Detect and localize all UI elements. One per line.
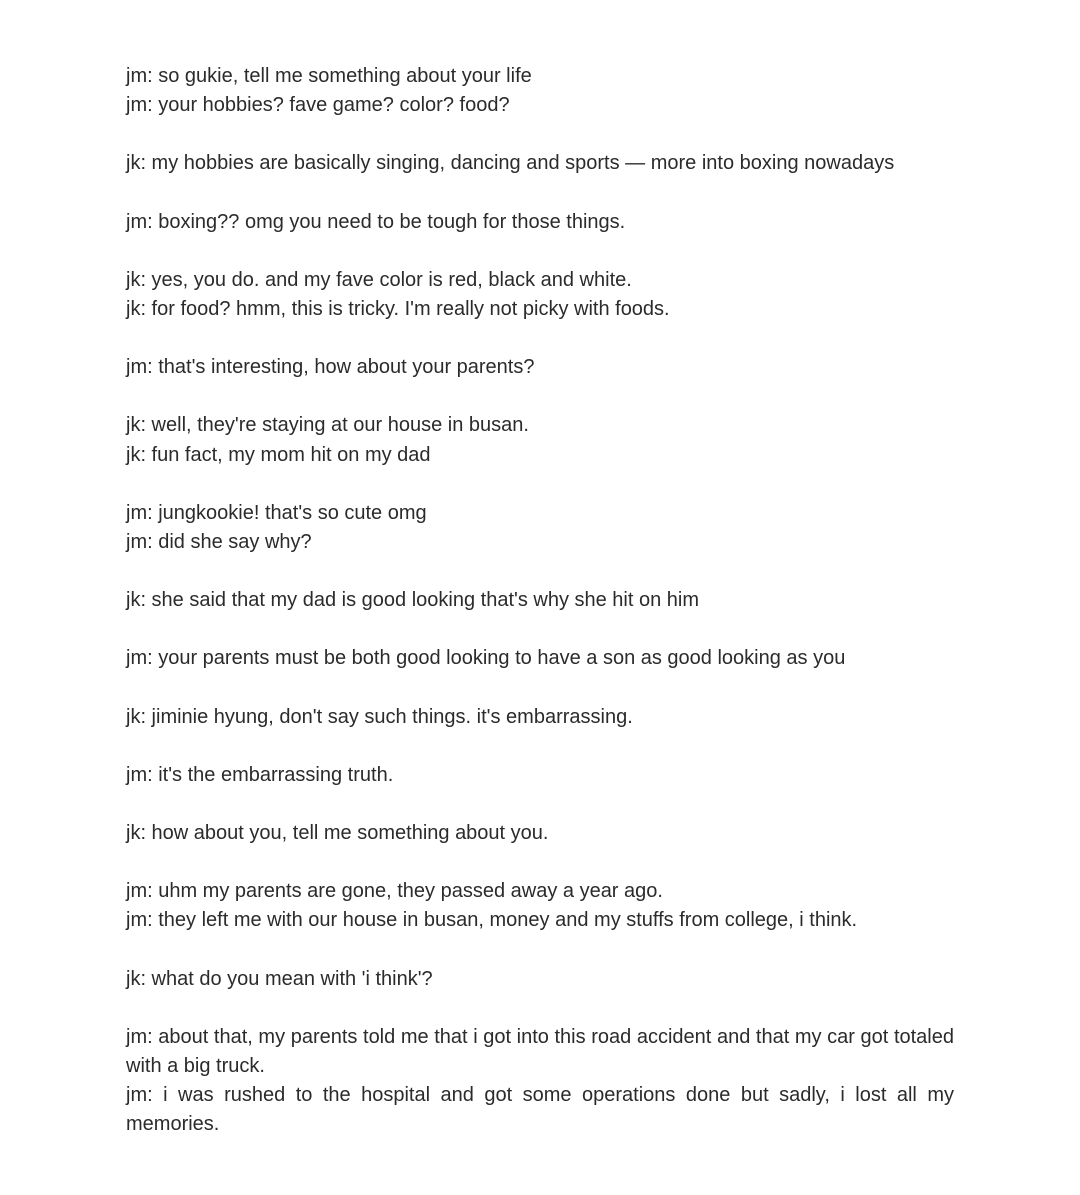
message-group	[126, 965, 954, 994]
message-group	[126, 1023, 960, 1140]
message-line: jm: boxing?? omg you need to be tough for those things.	[126, 210, 626, 233]
message-group	[126, 208, 954, 237]
message-group	[126, 819, 954, 848]
message-group	[126, 644, 954, 673]
chat-transcript	[126, 62, 960, 1169]
message-line: jk: yes, you do. and my fave color is red, black and white.	[126, 268, 632, 291]
message-group	[126, 877, 954, 935]
message-group	[126, 761, 954, 790]
message-line: jm: it's the embarrassing truth.	[126, 763, 394, 786]
message-group	[126, 266, 954, 324]
message-line: jm: uhm my parents are gone, they passed away a year ago.	[126, 880, 663, 903]
message-group	[126, 411, 954, 469]
message-line: jm: your parents must be both good looking to have a son as good looking as you	[126, 647, 846, 670]
message-line: jm: they left me with our house in busan, money and my stuffs from college, i think.	[126, 909, 858, 932]
message-line: jk: well, they're staying at our house in busan.	[126, 414, 529, 437]
message-group	[126, 586, 954, 615]
message-line: jm: did she say why?	[126, 531, 312, 554]
message-group	[126, 62, 954, 120]
message-line: jm: so gukie, tell me something about your life	[126, 65, 532, 87]
message-line: jm: i was rushed to the hospital and got some operations done but sadly, i lost all my memories.	[126, 1084, 960, 1136]
message-line: jk: what do you mean with 'i think'?	[126, 967, 433, 990]
message-line: jm: your hobbies? fave game? color? food?	[126, 94, 510, 117]
message-group	[126, 149, 954, 178]
message-line: jm: that's interesting, how about your parents?	[126, 356, 535, 379]
message-line: jm: jungkookie! that's so cute omg	[126, 501, 427, 524]
message-line: jk: fun fact, my mom hit on my dad	[126, 443, 431, 466]
message-group	[126, 353, 954, 382]
message-line: jk: my hobbies are basically singing, dancing and sports — more into boxing nowadays	[126, 152, 895, 175]
message-line: jk: she said that my dad is good looking that's why she hit on him	[126, 589, 700, 612]
message-group	[126, 703, 954, 732]
message-line: jk: for food? hmm, this is tricky. I'm really not picky with foods.	[126, 298, 670, 321]
message-line: jm: about that, my parents told me that i got into this road accident and that my car got totaled with a big truck.	[126, 1025, 960, 1078]
message-group	[126, 499, 954, 557]
message-line: jk: how about you, tell me something about you.	[126, 822, 549, 845]
message-line: jk: jiminie hyung, don't say such things. it's embarrassing.	[126, 705, 633, 728]
